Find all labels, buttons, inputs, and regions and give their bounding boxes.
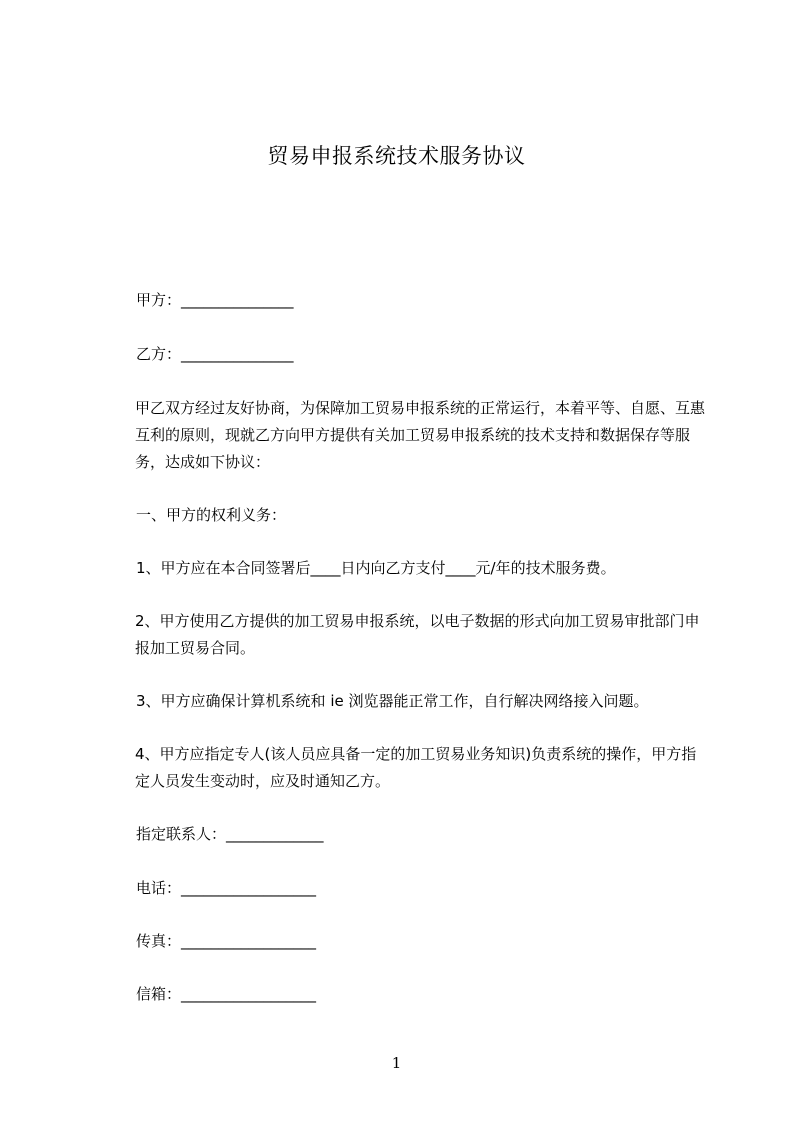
mailbox-field: 信箱：__________________ bbox=[136, 985, 317, 1003]
party-b-line: 乙方：_______________ bbox=[136, 345, 294, 363]
phone-field: 电话：__________________ bbox=[136, 879, 317, 897]
document-title: 贸易申报系统技术服务协议 bbox=[267, 144, 526, 168]
page-number: 1 bbox=[391, 1054, 402, 1072]
clause-1: 1、甲方应在本合同签署后____日内向乙方支付____元/年的技术服务费。 bbox=[136, 559, 616, 577]
clause-3: 3、甲方应确保计算机系统和 ie 浏览器能正常工作，自行解决网络接入问题。 bbox=[136, 692, 649, 710]
section-1-heading: 一、甲方的权利义务： bbox=[136, 506, 287, 524]
clause-4: 4、甲方应指定专人(该人员应具备一定的加工贸易业务知识)负责系统的操作，甲方指定人员发生变动时，应及时通知乙方。 bbox=[135, 745, 697, 790]
fax-field: 传真：__________________ bbox=[136, 932, 317, 950]
clause-2-paragraph bbox=[105, 608, 711, 662]
clause-2: 2、甲方使用乙方提供的加工贸易申报系统，以电子数据的形式向加工贸易审批部门申报加工贸易合同。 bbox=[135, 612, 700, 657]
contact-person-field: 指定联系人：_____________ bbox=[136, 825, 324, 843]
intro-paragraph bbox=[105, 395, 711, 476]
clause-4-paragraph bbox=[105, 741, 711, 795]
intro-text: 甲乙双方经过友好协商，为保障加工贸易申报系统的正常运行，本着平等、自愿、互惠互利的原则，现就乙方向甲方提供有关加工贸易申报系统的技术支持和数据保存等服务，达成如下协议： bbox=[135, 399, 706, 471]
party-a-line: 甲方：_______________ bbox=[136, 291, 294, 309]
